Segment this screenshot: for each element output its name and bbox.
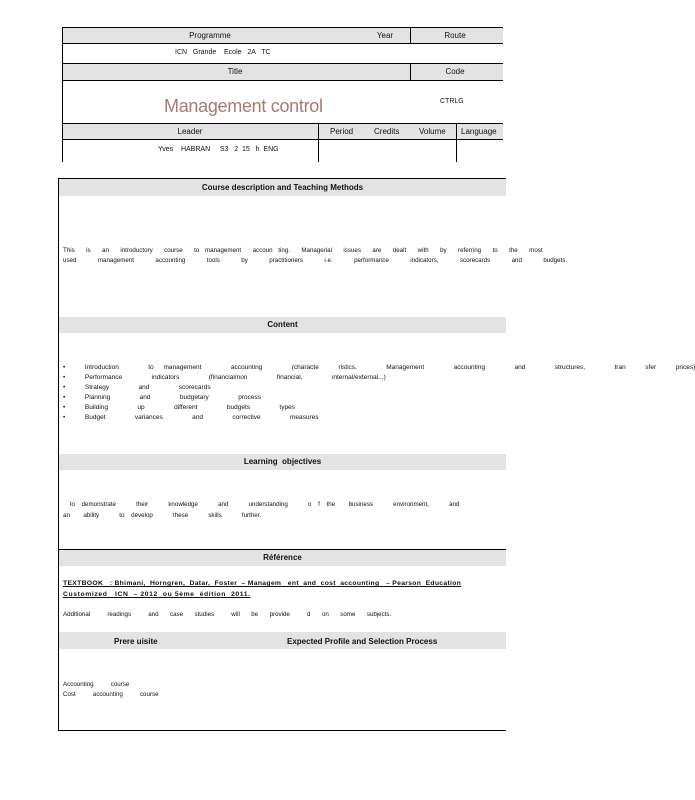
content-list-item: • Planning and budgetary process [63,394,261,401]
course-description-line: used management accounting tools by practitioners i.e. performance indicators, scorecards and budgets. [63,257,568,264]
programme-label: Programme [189,31,231,40]
prerequisite-line: Accounting course [63,681,130,688]
objectives-line: to demonstrate their knowledge and understanding o f the business environment, and [63,501,460,508]
route-label: Route [444,31,466,40]
profile-heading: Expected Profile and Selection Process [287,637,438,646]
language-label: Language [461,127,497,136]
title-label: Title [227,67,243,76]
prerequisite-heading: Prere uisite [114,637,158,646]
course-title: Management control [164,96,323,116]
prerequisite-line: Cost accounting course [63,691,159,698]
period-label: Period [330,127,354,136]
section-heading: Référence [263,553,302,562]
reference-additional-line: Additional readings and case studies will be provide d on some subjects. [63,611,392,618]
content-list-item: • Budget variances and corrective measures [63,414,319,421]
code-label: Code [445,67,465,76]
content-list-item: • Introduction to management accounting (characte ristics, Management accounting and structures, tran sfer prices) [63,364,695,371]
content-list-item: • Performance indicators (financial/non financial, internal/external...) [63,374,386,381]
reference-textbook-line: TEXTBOOK : Bhimani, Horngren, Datar, Foster – Managem ent and cost accounting – Pearson Education [63,580,462,587]
leader-value: Yves HABRAN S3 2 15 h ENG [158,146,279,153]
section-heading: Content [267,320,298,329]
volume-label: Volume [419,127,446,136]
leader-label: Leader [177,127,203,136]
objectives-line: an ability to develop these skills further. [63,512,262,519]
section-heading: Learning objectives [243,457,322,466]
content-list-item: • Strategy and scorecards [63,384,211,391]
section-heading: Course description and Teaching Methods [201,183,364,192]
course-description-line: This is an introductory course to management accoun ting. Managerial issues are dealt with by referring to the most [63,247,543,254]
programme-value: ICN Grande Ecole 2A TC [175,49,271,56]
reference-textbook-line: Customized ICN – 2012 ou 5ème édition 2011. [63,591,251,598]
content-list-item: • Building up different budgets types [63,404,295,411]
credits-label: Credits [374,127,400,136]
course-code: CTRLG [440,98,464,105]
year-label: Year [376,31,394,40]
